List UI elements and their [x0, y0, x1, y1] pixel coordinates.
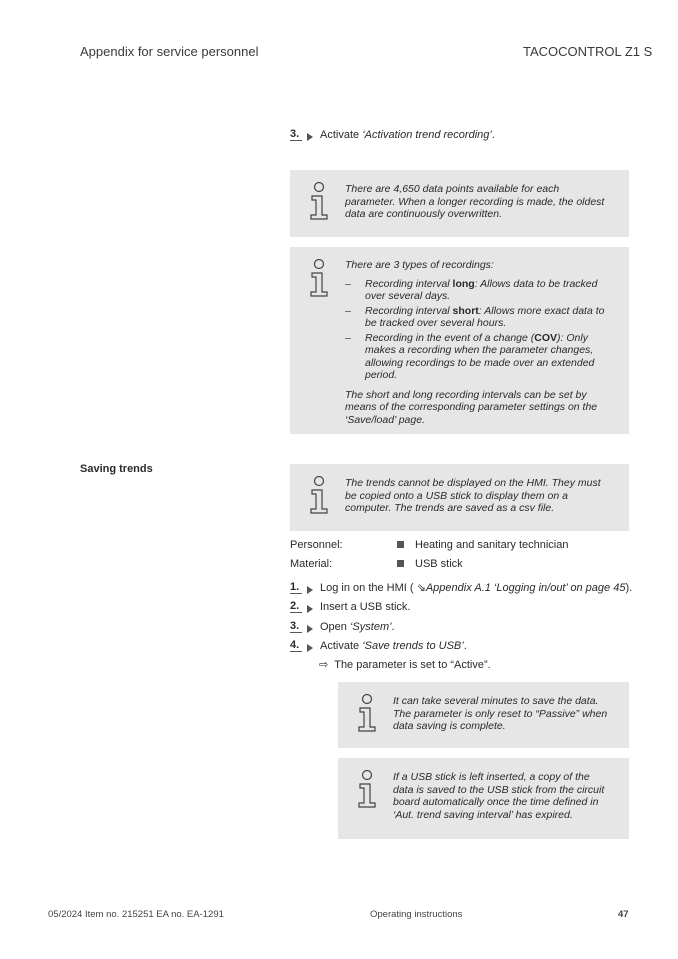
note-text: It can take several minutes to save the data. The parameter is only reset to “Passive” when data saving is complete. — [393, 695, 608, 732]
step-activate-trend — [290, 128, 495, 141]
item-bold: COV — [534, 331, 558, 344]
item-text: Recording interval — [365, 304, 453, 317]
link-arrow-icon: ⇘ — [416, 582, 426, 594]
note-outro: The short and long recording intervals can be set by means of the corresponding parameter settings on the ‘Save/load’ page. — [345, 388, 598, 426]
info-note-trends-hmi — [290, 464, 629, 531]
info-icon — [308, 476, 330, 514]
step-suffix: . — [391, 620, 395, 633]
step-login — [290, 581, 632, 594]
list-item — [345, 278, 611, 303]
step-suffix: . — [491, 128, 495, 141]
material-text: USB stick — [415, 558, 463, 570]
step-text: Log in on the HMI ( — [320, 581, 414, 594]
step-emphasis: ‘Activation trend recording’ — [362, 128, 492, 141]
item-text: ): Only makes a recording when the parameter changes, allowing recordings to be made over an extended period. — [365, 331, 595, 381]
note-text: The trends cannot be displayed on the HMI. They must be copied onto a USB stick to display them on a computer. The trends are saved as a csv file. — [345, 477, 601, 514]
step-suffix: ). — [625, 581, 633, 594]
step-number: 3. — [290, 128, 302, 141]
info-note-save-duration — [338, 682, 629, 748]
step-number: 4. — [290, 639, 302, 652]
bullet-icon — [397, 541, 404, 548]
info-icon — [356, 770, 378, 808]
personnel-label: Personnel: — [290, 539, 343, 551]
list-item — [345, 332, 611, 382]
note-text: If a USB stick is left inserted, a copy of the data is saved to the USB stick from the circuit board automatically once the time defined in ‘Aut. trend saving interval’ has expired. — [393, 771, 605, 821]
step-open-system — [290, 620, 395, 633]
personnel-text: Heating and sanitary technician — [415, 539, 569, 551]
material-value — [397, 558, 463, 570]
step-emphasis: ‘Save trends to USB’ — [362, 639, 464, 652]
step-number: 3. — [290, 620, 302, 633]
info-icon — [308, 182, 330, 220]
step-save-trends — [290, 639, 467, 652]
step-arrow-icon — [307, 605, 313, 613]
step-text: Open — [320, 620, 347, 633]
info-note-data-points — [290, 170, 629, 237]
footer-doc-type: Operating instructions — [370, 909, 463, 920]
step-suffix: . — [463, 639, 467, 652]
dash: – — [345, 304, 351, 317]
result-arrow-icon: ⇨ — [319, 659, 329, 671]
note-text: There are 4,650 data points available for each parameter. When a longer recording is made, the oldest data are continuously overwritten. — [345, 183, 605, 220]
info-note-recording-types — [290, 247, 629, 434]
material-label: Material: — [290, 558, 333, 570]
step-text: Activate — [320, 639, 360, 652]
note-content — [345, 259, 611, 426]
footer-item-number: 05/2024 Item no. 215251 EA no. EA-1291 — [48, 909, 224, 920]
step-number: 1. — [290, 581, 302, 594]
item-bold: long — [452, 277, 475, 290]
item-text: : Allows data to be tracked over several days. — [365, 277, 598, 302]
step-text: Insert a USB stick. — [320, 600, 411, 613]
step-arrow-icon — [307, 644, 313, 652]
note-intro: There are 3 types of recordings: — [345, 259, 494, 271]
item-text: : Allows more exact data to be tracked over several hours. — [365, 304, 605, 329]
dash: – — [345, 331, 351, 344]
info-icon — [308, 259, 330, 297]
header-product: TACOCONTROL Z1 S — [523, 44, 653, 59]
info-note-usb-auto-copy — [338, 758, 629, 839]
item-text: Recording interval — [365, 277, 453, 290]
dash: – — [345, 277, 351, 290]
personnel-value — [397, 539, 568, 551]
list-item — [345, 305, 611, 330]
section-title: Saving trends — [80, 463, 153, 475]
item-bold: short — [452, 304, 479, 317]
header-title: Appendix for service personnel — [80, 44, 259, 59]
bullet-icon — [397, 560, 404, 567]
result-text: The parameter is set to “Active”. — [334, 659, 491, 671]
step-insert-usb — [290, 600, 410, 613]
step-text: Activate — [320, 128, 360, 141]
step-emphasis: ‘System’ — [349, 620, 392, 633]
step-arrow-icon — [307, 625, 313, 633]
step-result — [319, 658, 491, 671]
step-arrow-icon — [307, 586, 313, 594]
page-number: 47 — [618, 909, 629, 920]
item-text: Recording in the event of a change ( — [365, 331, 535, 344]
step-number: 2. — [290, 600, 302, 613]
step-arrow-icon — [307, 133, 313, 141]
appendix-link[interactable]: Appendix A.1 ‘Logging in/out’ on page 45 — [425, 581, 626, 594]
info-icon — [356, 694, 378, 732]
